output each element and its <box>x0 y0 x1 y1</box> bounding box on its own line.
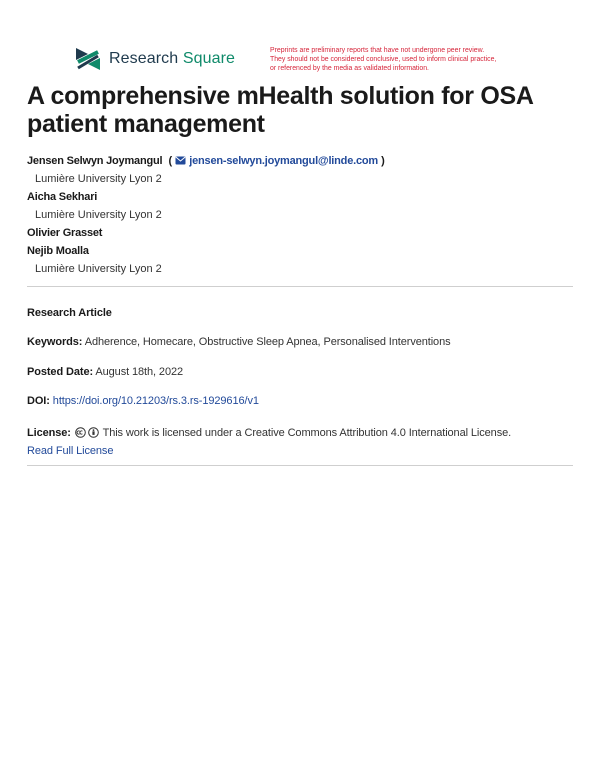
posted-date <box>27 366 577 378</box>
author-1 <box>27 152 577 170</box>
keywords-label: Keywords: <box>27 336 83 348</box>
article-type-value: Research Article <box>27 307 112 319</box>
doi-link[interactable]: https://doi.org/10.21203/rs.3.rs-1929616/v1 <box>52 395 259 407</box>
author-name: Nejib Moalla <box>27 245 89 257</box>
research-square-logo[interactable] <box>74 46 235 72</box>
divider-top <box>27 286 573 287</box>
envelope-icon <box>175 156 186 165</box>
license <box>27 424 577 460</box>
author-list <box>27 152 577 278</box>
author-2-affiliation: Lumière University Lyon 2 <box>35 209 162 221</box>
disclaimer-line-1: Preprints are preliminary reports that have not undergone peer review. <box>270 47 485 54</box>
doi <box>27 395 577 407</box>
preprint-disclaimer <box>270 46 550 73</box>
author-1-affiliation: Lumière University Lyon 2 <box>35 173 162 185</box>
keywords <box>27 336 577 348</box>
author-name: Aicha Sekhari <box>27 191 98 203</box>
doi-label: DOI: <box>27 395 50 407</box>
license-label: License: <box>27 427 71 439</box>
keywords-value: Adherence, Homecare, Obstructive Sleep Apnea, Personalised Interventions <box>84 336 451 348</box>
author-name: Olivier Grasset <box>27 227 103 239</box>
read-full-license-link[interactable]: Read Full License <box>27 445 114 457</box>
article-type <box>27 307 577 319</box>
posted-date-label: Posted Date: <box>27 366 94 378</box>
disclaimer-line-2: They should not be considered conclusive, used to inform clinical practice, <box>270 56 497 63</box>
author-4-affiliation: Lumière University Lyon 2 <box>35 263 162 275</box>
author-4 <box>27 242 577 260</box>
author-3 <box>27 224 577 242</box>
author-2 <box>27 188 577 206</box>
disclaimer-line-3: or referenced by the media as validated information. <box>270 65 429 72</box>
author-email-link[interactable]: jensen-selwyn.joymangul@linde.com <box>189 155 378 167</box>
brand-name-square: Square <box>182 50 236 67</box>
posted-date-value: August 18th, 2022 <box>95 366 184 378</box>
brand-name <box>109 50 235 68</box>
creative-commons-icon <box>75 427 86 438</box>
license-text: This work is licensed under a Creative Commons Attribution 4.0 International License. <box>102 427 512 439</box>
divider-bottom <box>27 465 573 466</box>
brand-name-research: Research <box>109 50 179 67</box>
paper-title: A comprehensive mHealth solution for OSA patient management <box>27 82 533 138</box>
attribution-icon <box>88 427 99 438</box>
paren-open: ( <box>165 155 173 167</box>
author-name: Jensen Selwyn Joymangul <box>27 155 163 167</box>
paren-close: ) <box>381 155 385 167</box>
research-square-logo-icon <box>74 46 102 72</box>
